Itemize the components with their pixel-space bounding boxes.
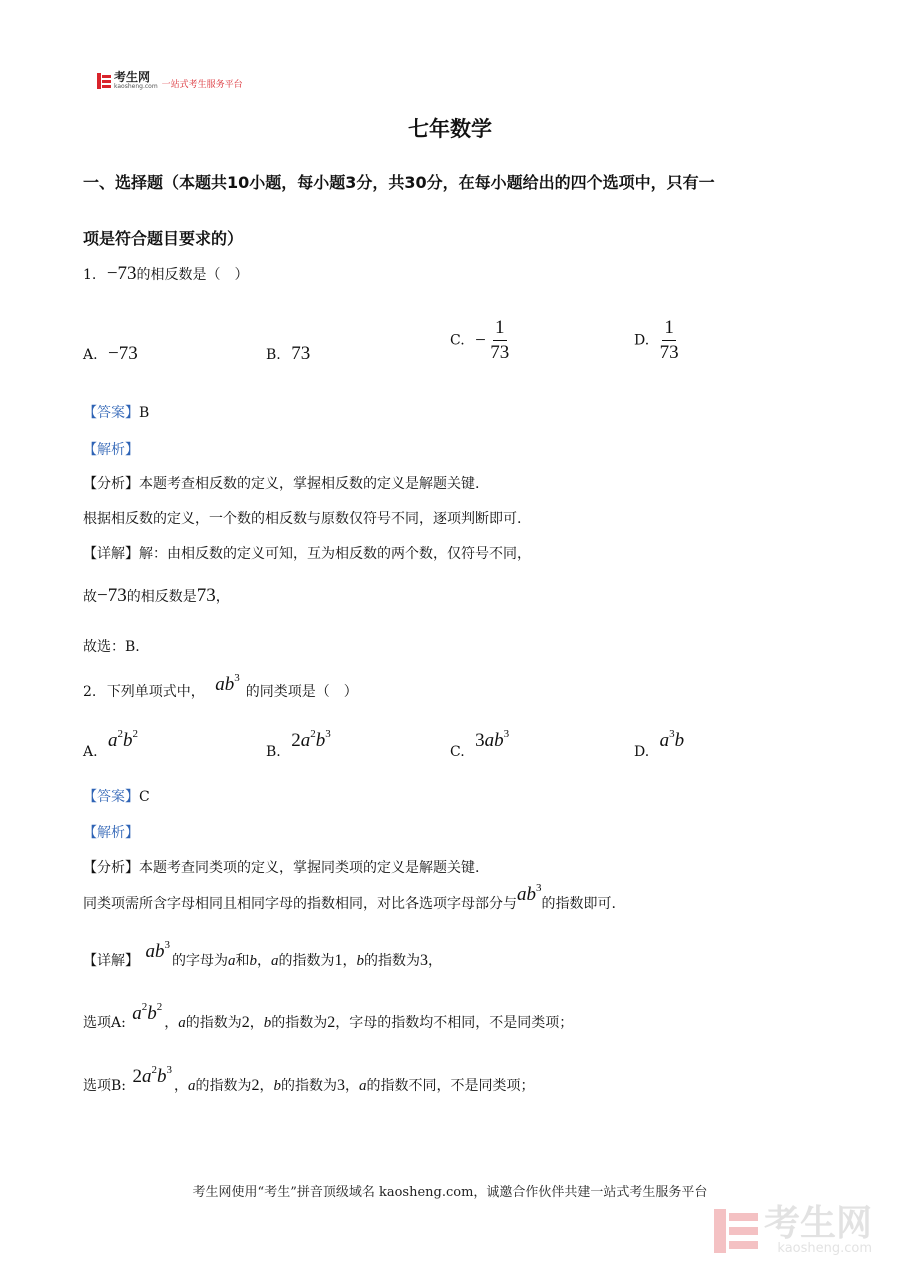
page-footer: 考生网使用“考生”拼音顶级域名 kaosheng.com，诚邀合作伙伴共建一站式考生服务平台 [192,1185,708,1200]
q2-jiexi: 【解析】 [83,825,139,841]
q2-option-b: B. $2a^2b^3$ [266,728,331,760]
header-logo [97,72,243,90]
section-heading-line1: 一、选择题（本题共10小题，每小题3分，共30分，在每小题给出的四个选项中，只有一 [83,173,715,192]
section-heading-line2: 项是符合题目要求的） [83,229,244,248]
q1-c-fraction: $\frac{1}{73}$ [490,317,510,363]
watermark-name: 考生网 [764,1203,873,1244]
q1-option-c: C. − $\frac{1}{73}$ [450,317,510,363]
q1-conclusion: 故−73的相反数是73， [83,585,230,606]
q1-d-fraction: $\frac{1}{73}$ [659,317,679,363]
logo-slogan: 一站式考生服务平台 [161,79,243,90]
q2-fenxi: 【分析】本题考查同类项的定义，掌握同类项的定义是解题关键. [83,860,480,876]
logo-domain: kaosheng.com [114,83,158,90]
q1-option-b: B. 73 [266,343,311,364]
q2-detail: 【详解】 $ab^3$的字母为a和b，a的指数为1，b的指数为3， [83,939,442,969]
q1-choose: 故选：B. [83,639,140,655]
q1-fenxi: 【分析】本题考查相反数的定义，掌握相反数的定义是解题关键. [83,476,480,492]
q1-jiexi: 【解析】 [83,442,139,458]
watermark-logo [714,1203,873,1256]
q2-option-a: A. $a^2b^2$ [83,728,139,760]
watermark-mark-icon [714,1209,758,1253]
logo-name: 考生网 [114,70,151,84]
question-1-stem: 1. −73的相反数是（ ） [83,263,249,284]
q2-explain-line: 同类项需所含字母相同且相同字母的指数相同，对比各选项字母部分与$ab^3$的指数即可. [83,882,616,912]
q1-option-a: A. −73 [83,343,138,364]
q2-option-c: C. $3ab^3$ [450,728,510,760]
q2-option-a-analysis: 选项A: $a^2b^2$，a的指数为2，b的指数为2，字母的指数均不相同，不是同类项； [83,1001,574,1031]
q1-detail: 【详解】解：由相反数的定义可知，互为相反数的两个数，仅符号不同， [83,546,531,562]
logo-mark-icon [97,73,111,89]
q1-option-d: D. $\frac{1}{73}$ [634,317,679,363]
question-2-stem: 2. 下列单项式中， $ab^3$的同类项是（ ） [83,672,358,700]
q2-answer: 【答案】C [83,789,150,805]
q1-answer: 【答案】B [83,405,150,421]
q2-option-d: D. $a^3b$ [634,728,685,760]
watermark-domain: kaosheng.com [777,1241,873,1256]
page-title: 七年数学 [408,117,492,141]
q2-option-b-analysis: 选项B: $2a^2b^3$，a的指数为2，b的指数为3，a的指数不同，不是同类项； [83,1064,535,1094]
q1-explain-line: 根据相反数的定义，一个数的相反数与原数仅符号不同，逐项判断即可. [83,511,522,527]
